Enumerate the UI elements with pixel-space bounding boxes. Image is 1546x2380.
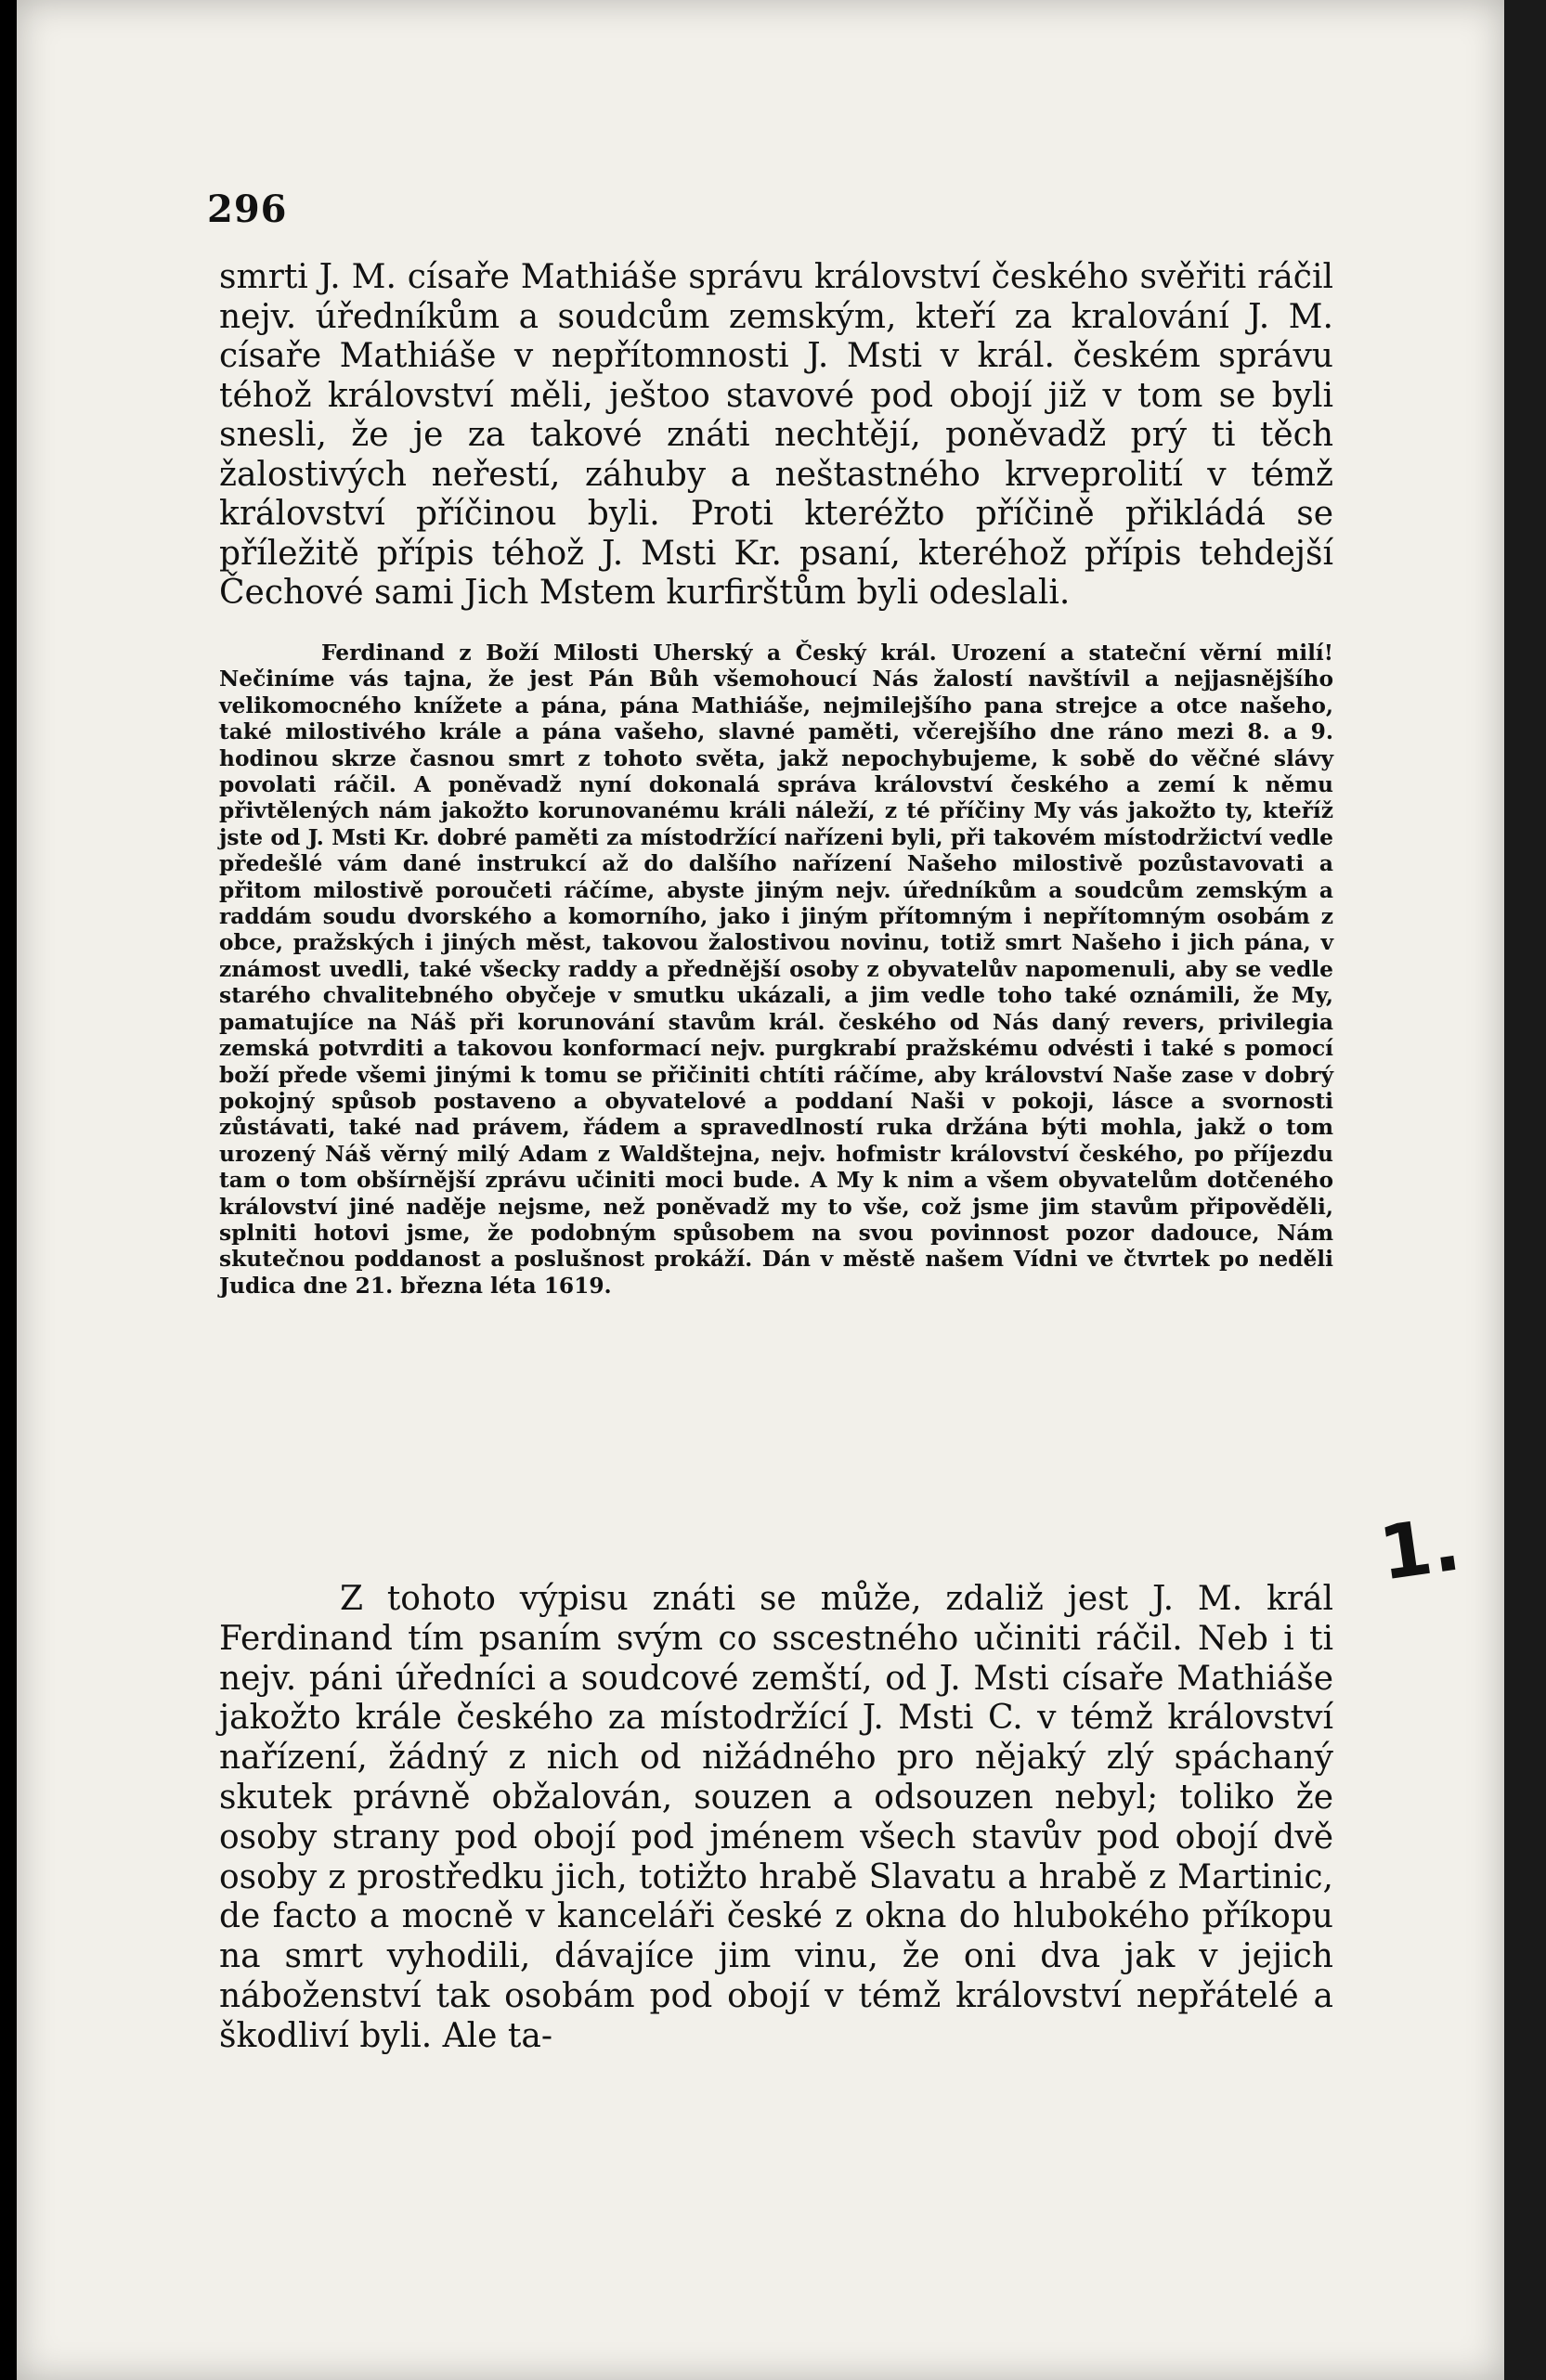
paragraph-commentary: Z tohoto výpisu znáti se může, zdaliž jest J. M. král Ferdinand tím psaním svým co sscestného učiniti ráčil. Neb i ti nejv. páni úředníci a soudcové zemští, od J. Msti císaře Mathiáše jakožto krále českého za místodržící J. Msti C. v témž království nařízení, žádný z nich od nižádného pro nějaký zlý spáchaný skutek právně obžalován, souzen a odsouzen nebyl; toliko že osoby strany pod obojí pod jménem všech stavův pod obojí dvě osoby z prostředku jich, totižto hrabě Slavatu a hrabě z Martinic, de facto a mocně v kanceláři české z okna do hlubokého příkopu na smrt vyhodili, dávajíce jim vinu, že oni dva jak v jejich náboženství tak osobám pod obojí v témž království nepřátelé a škodliví byli. Ale ta-: [219, 1580, 1333, 2055]
handwritten-marginal-note: 1.: [1373, 1500, 1466, 1597]
scan-edge-strip: [1504, 0, 1546, 2380]
paragraph-letter-quote: Ferdinand z Boží Milosti Uherský a Český král. Urození a stateční věrní milí! Nečiníme vás tajna, že jest Pán Bůh všemohoucí Nás žalostí navštívil a nejjasnějšího velikomocného knížete a pána, pána Mathiáše, nejmilejšího pana strejce a otce našeho, také milostivého krále a pána vašeho, slavné paměti, včerejšího dne ráno mezi 8. a 9. hodinou skrze časnou smrt z tohoto světa, jakž nepochybujeme, k sobě do věčné slávy povolati ráčil. A poněvadž nyní dokonalá správa království českého a zemí k němu přivtělených nám jakožto korunovanému králi náleží, z té příčiny My vás jakožto ty, kteříž jste od J. Msti Kr. dobré paměti za místodržící nařízeni byli, při takovém místodržictví vedle předešlé vám dané instrukcí až do dalšího nařízení Našeho milostivě pozůstavovati a přitom milostivě poroučeti ráčíme, abyste jiným nejv. úředníkům a soudcům zemským a raddám soudu dvorského a komorního, jako i jiným přítomným i nepřítomným osobám z obce, pražských i jiných měst, takovou žalostivou novinu, totiž smrt Našeho i jich pána, v známost uvedli, také všecky raddy a přednější osoby z obyvatelův napomenuli, aby se vedle starého chvalitebného obyčeje v smutku ukázali, a jim vedle toho také oznámili, že My, pamatujíce na Náš při korunování stavům král. českého od Nás daný revers, privilegia zemská potvrditi a takovou konformací nejv. purgkrabí pražskému odvésti i také s pomocí boží přede všemi jinými k tomu se přičiniti chtíti ráčíme, aby království Naše zase v dobrý pokojný spůsob postaveno a obyvatelové a poddaní Naši v pokoji, lásce a svornosti zůstávati, také nad právem, řádem a spravedlností ruka držána býti mohla, jakž o tom urozený Náš věrný milý Adam z Waldštejna, nejv. hofmistr království českého, po příjezdu tam o tom obšírnější zprávu učiniti moci bude. A My k nim a všem obyvatelům dotčeného království jiné naděje nejsme, než poněvadž my to vše, což jsme jim stavům připověděli, splniti hotovi jsme, že podobným spůsobem na svou povinnost pozor dadouce, Nám skutečnou poddanost a poslušnost prokáží. Dán v městě našem Vídni ve čtvrtek po neděli Judica dne 21. března léta 1619.: [219, 640, 1333, 1299]
book-page: [17, 0, 1504, 2380]
page-number: 296: [207, 188, 288, 231]
paragraph-intro: smrti J. M. císaře Mathiáše správu království českého svěřiti ráčil nejv. úředníkům a soudcům zemským, kteří za kralování J. M. císaře Mathiáše v nepřítomnosti J. Msti v král. českém správu téhož království měli, ještoo stavové pod obojí již v tom se byli snesli, že je za takové znáti nechtějí, poněvadž prý ti těch žalostivých neřestí, záhuby a neštastného krveprolití v témž království příčinou byli. Proti kteréžto příčině přikládá se příležitě přípis téhož J. Msti Kr. psaní, kteréhož přípis tehdejší Čechové sami Jich Mstem kurfirštům byli odeslali.: [219, 258, 1333, 612]
